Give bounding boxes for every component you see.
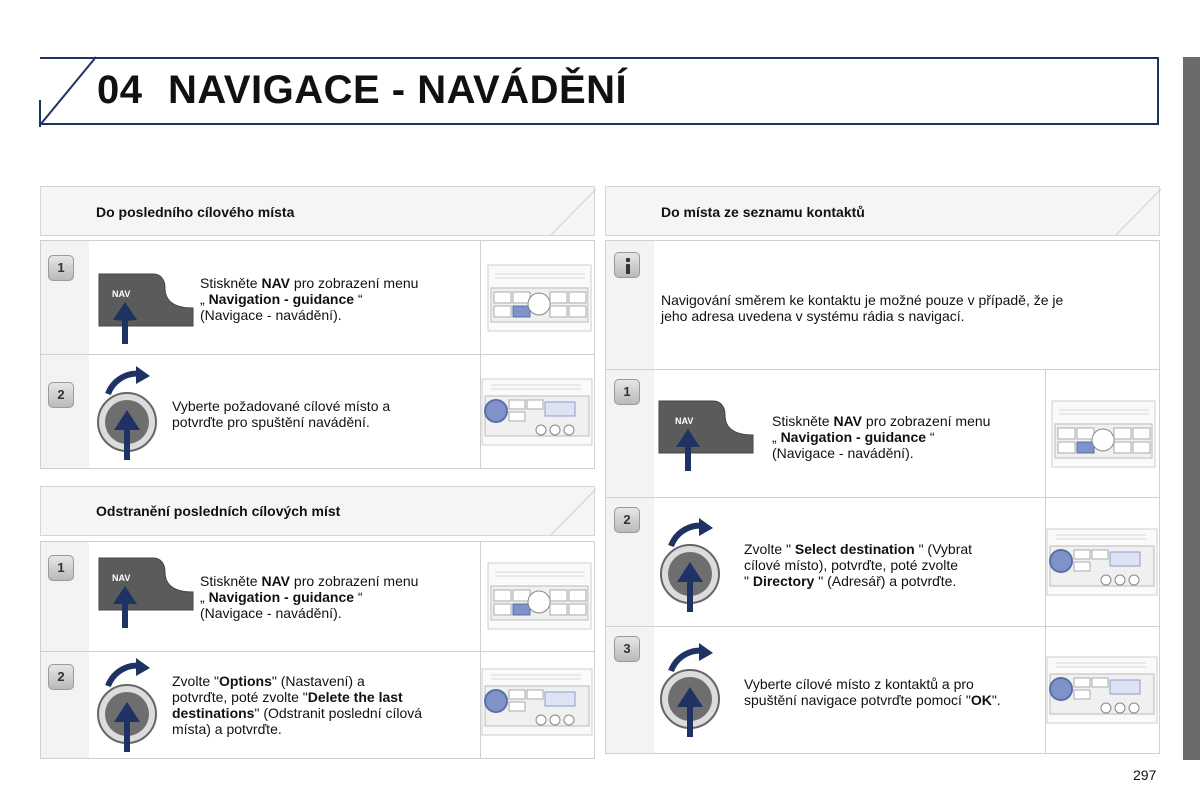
step-instruction: Stiskněte NAV pro zobrazení menu „ Navigation - guidance “ (Navigace - navádění).: [200, 275, 419, 323]
step-number-badge: 1: [48, 255, 74, 281]
step-divider: [40, 354, 595, 355]
step-instruction: Stiskněte NAV pro zobrazení menu „ Navigation - guidance “ (Navigace - navádění).: [200, 573, 419, 621]
radio-panel-knob-image: [1046, 528, 1158, 596]
nav-button-icon: [655, 397, 760, 475]
step-number-badge: 2: [48, 382, 74, 408]
radio-panel-nav-image: [487, 562, 592, 630]
chapter-title: NAVIGACE - NAVÁDĚNÍ: [168, 68, 628, 112]
rotary-knob-press-icon: [94, 364, 164, 462]
chapter-side-tab: [1183, 57, 1200, 760]
step-instruction: Stiskněte NAV pro zobrazení menu „ Navigation - guidance “ (Navigace - navádění).: [772, 413, 991, 461]
nav-button-icon: [95, 270, 200, 348]
radio-panel-nav-image: [487, 264, 592, 332]
section-title: Odstranění posledních cílových míst: [96, 503, 341, 519]
step-number-badge: 1: [614, 379, 640, 405]
radio-panel-nav-image: [1051, 400, 1156, 468]
section-title: Do posledního cílového místa: [96, 204, 295, 220]
step-instruction: Vyberte cílové místo z kontaktů a pro spuštění navigace potvrďte pomocí "OK".: [744, 676, 1001, 708]
step-number-badge: 1: [48, 555, 74, 581]
radio-panel-knob-image: [481, 378, 593, 446]
step-number-badge: 2: [614, 507, 640, 533]
step-divider: [605, 497, 1160, 498]
step-instruction: Zvolte "Options" (Nastavení) a potvrďte, poté zvolte "Delete the last destinations" (Odstranit poslední cílová místa) a potvrďte.: [172, 673, 423, 737]
section-title: Do místa ze seznamu kontaktů: [661, 204, 865, 220]
step-divider: [40, 651, 595, 652]
rotary-knob-press-icon: [657, 641, 727, 739]
step-divider: [605, 626, 1160, 627]
step-instruction: Vyberte požadované cílové místo a potvrďte pro spuštění navádění.: [172, 398, 391, 430]
page-number: 297: [1133, 767, 1157, 783]
info-icon: [614, 252, 640, 278]
header-slant-decoration: [38, 55, 98, 129]
nav-button-icon: [95, 554, 200, 632]
rotary-knob-press-icon: [94, 656, 164, 754]
header-left-edge: [38, 100, 42, 128]
radio-panel-knob-image: [481, 668, 593, 736]
step-divider: [605, 369, 1160, 370]
step-instruction: Zvolte " Select destination " (Vybrat cílové místo), potvrďte, poté zvolte " Directory " (Adresář) a potvrďte.: [744, 541, 973, 589]
svg-text:NAV: NAV: [675, 416, 694, 426]
svg-text:NAV: NAV: [112, 573, 131, 583]
step-number-badge: 2: [48, 664, 74, 690]
step-badge-column: [41, 355, 89, 468]
chapter-number: 04: [97, 68, 143, 112]
info-note: Navigování směrem ke kontaktu je možné pouze v případě, že je jeho adresa uvedena v systému rádia s navigací.: [661, 292, 1064, 324]
radio-panel-knob-image: [1046, 656, 1158, 724]
rotary-knob-press-icon: [657, 516, 727, 614]
svg-text:NAV: NAV: [112, 289, 131, 299]
step-number-badge: 3: [614, 636, 640, 662]
